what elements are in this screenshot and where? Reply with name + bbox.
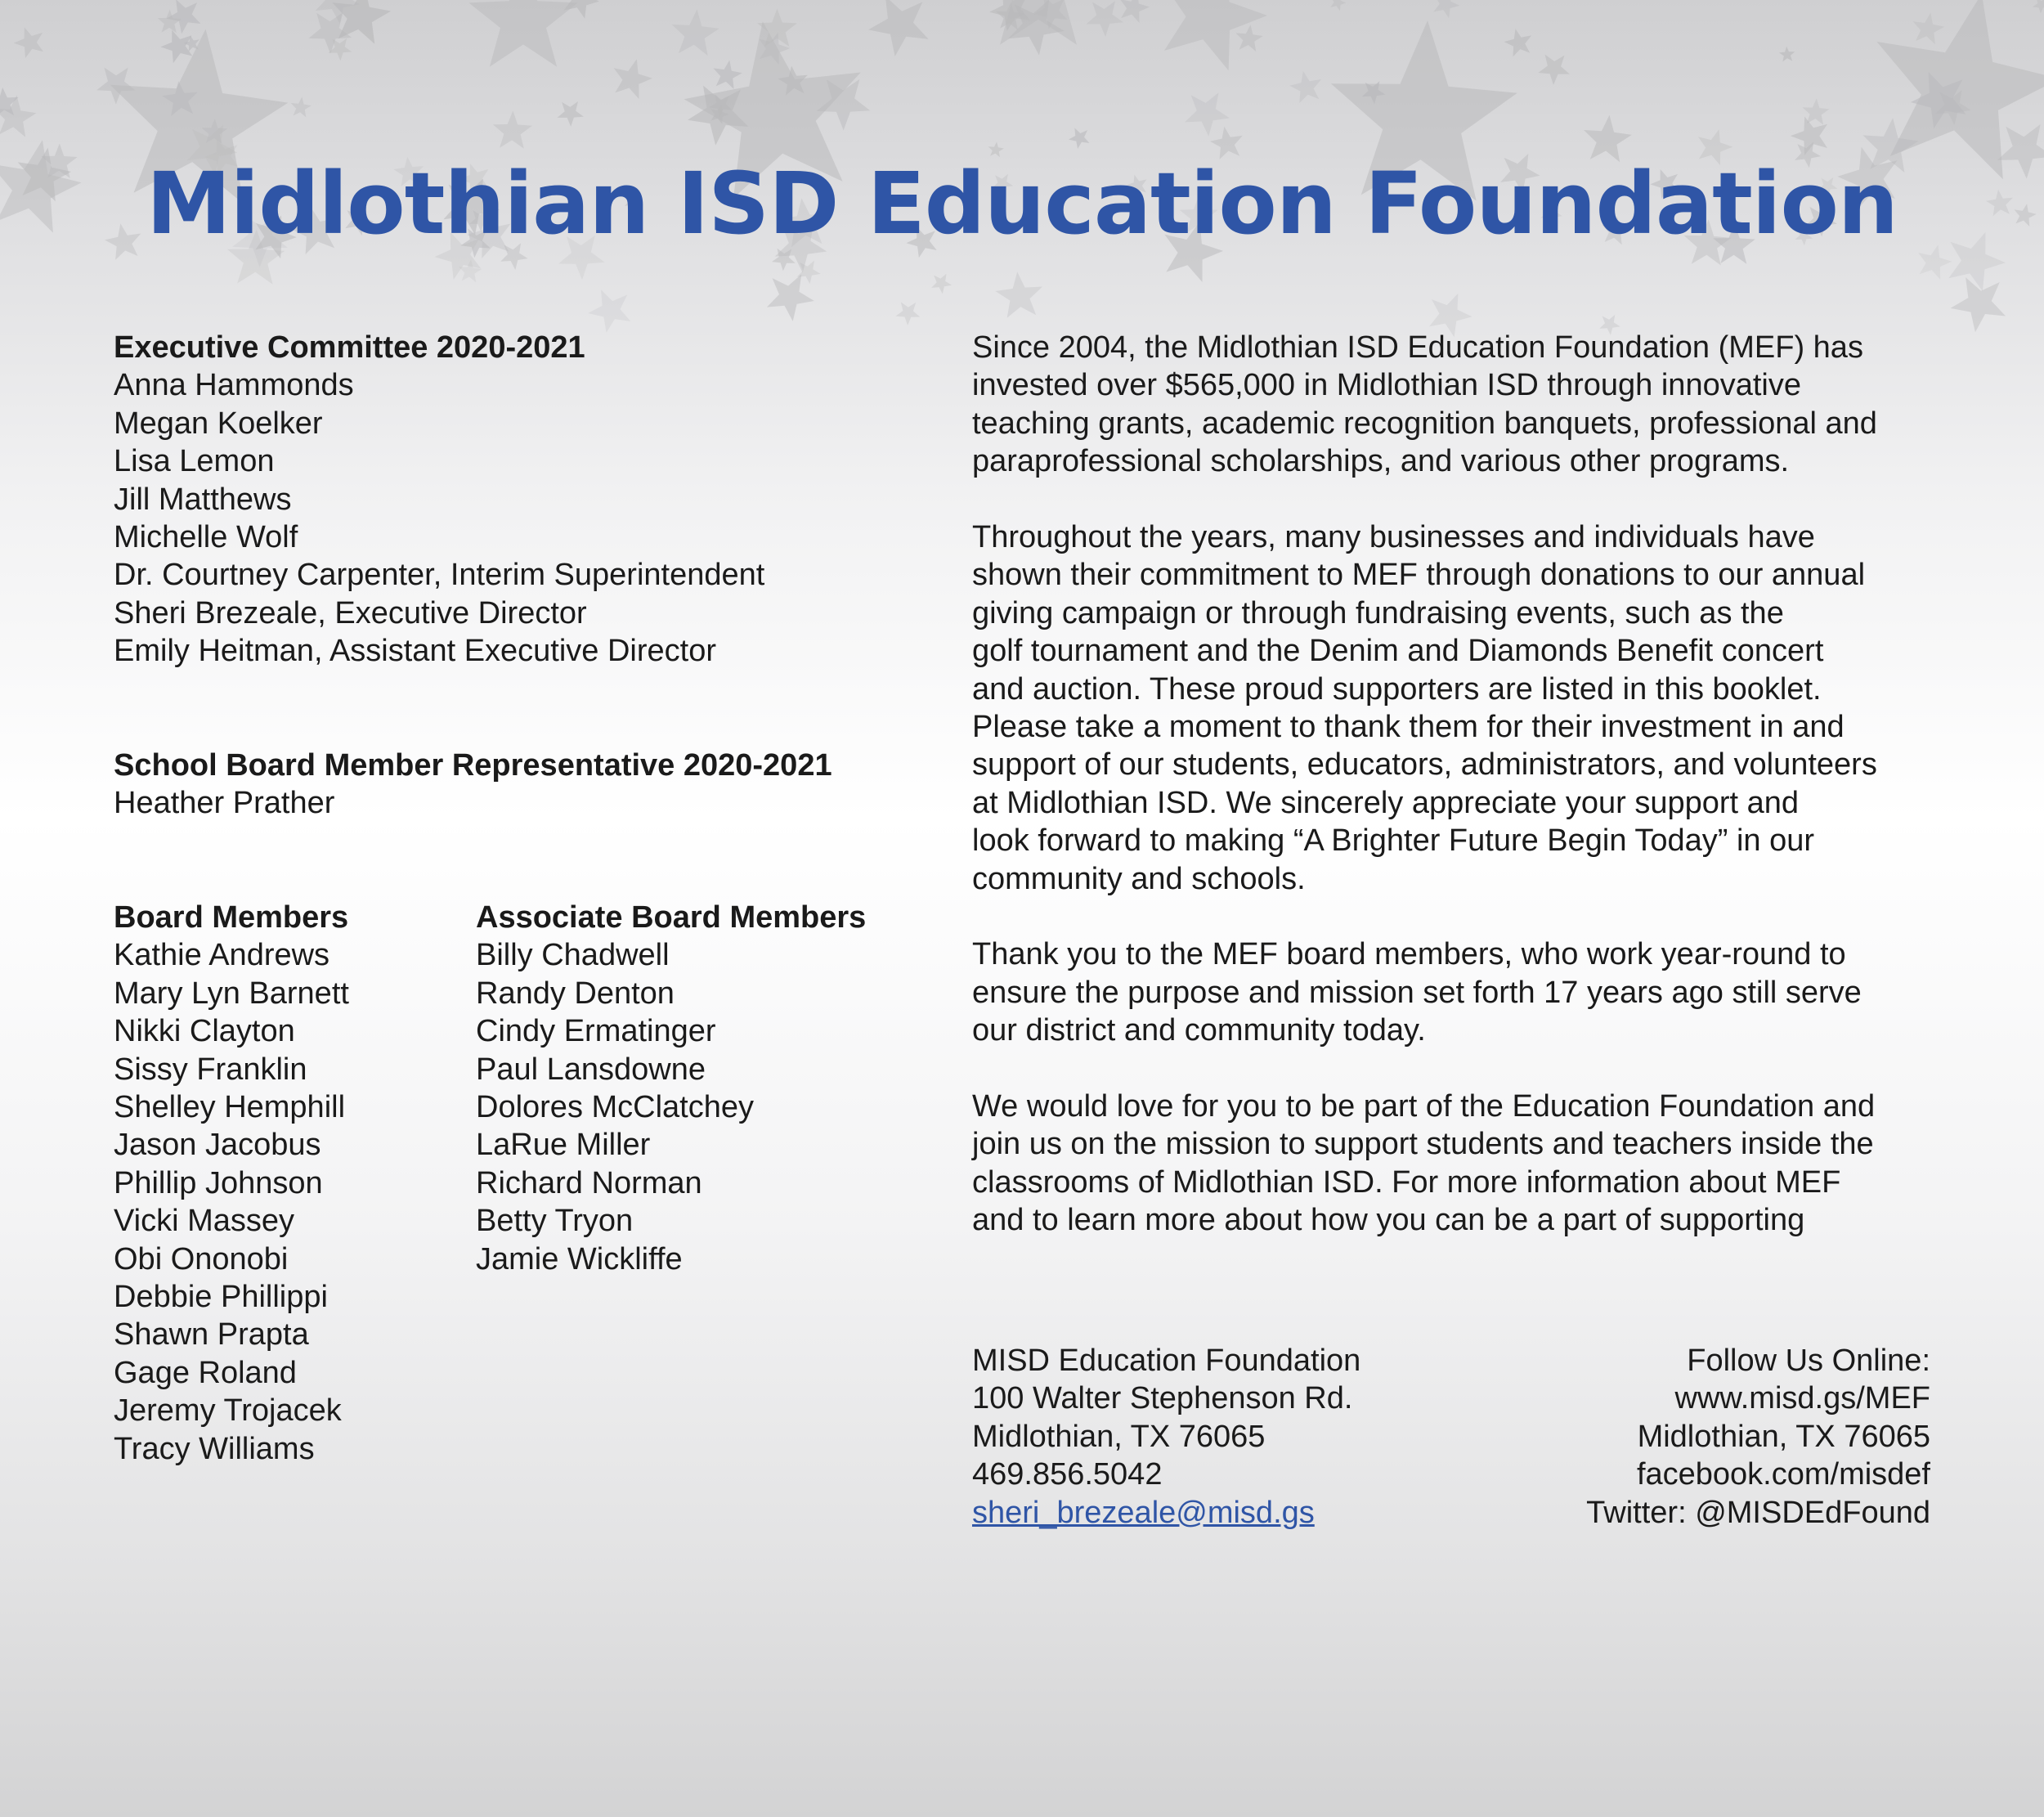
star-icon <box>1779 47 1795 62</box>
about-paragraphs <box>972 329 1877 1240</box>
contact-block <box>972 1342 1360 1532</box>
star-icon <box>1913 13 1945 45</box>
star-icon <box>931 274 952 294</box>
star-icon <box>558 101 584 127</box>
paragraph-line: We would love for you to be part of the Education Foundation and <box>972 1089 1876 1124</box>
star-icon <box>713 61 742 90</box>
paragraph-line: at Midlothian ISD. We sincerely appreciate your support and <box>972 785 1800 820</box>
paragraph-line: ensure the purpose and mission set forth 17 years ago still serve <box>972 975 1862 1010</box>
paragraph-line: paraprofessional scholarships, and various other programs. <box>972 444 1790 479</box>
email-link[interactable]: sheri_brezeale@misd.gs <box>972 1495 1315 1530</box>
list-item: 100 Walter Stephenson Rd. <box>972 1381 1353 1416</box>
star-icon <box>672 9 719 56</box>
list-item: Michelle Wolf <box>114 520 298 555</box>
associate-board-members-list <box>476 936 866 1278</box>
list-item: Megan Koelker <box>114 406 323 441</box>
star-icon <box>1120 0 1150 23</box>
list-item: Billy Chadwell <box>476 938 670 973</box>
star-icon <box>868 0 929 56</box>
paragraph-line: Please take a moment to thank them for their investment in and <box>972 710 1845 745</box>
list-item: Mary Lyn Barnett <box>114 976 349 1011</box>
paragraph-line: community and schools. <box>972 861 1306 896</box>
list-item: Cindy Ermatinger <box>476 1014 716 1049</box>
list-item: Dolores McClatchey <box>476 1090 754 1125</box>
list-item: Kathie Andrews <box>114 938 330 973</box>
list-item: Randy Denton <box>476 976 675 1011</box>
star-icon <box>291 96 312 117</box>
star-icon <box>468 0 577 67</box>
paragraph-line: invested over $565,000 in Midlothian ISD through innovative <box>972 368 1801 403</box>
school-board-rep-section <box>114 747 832 823</box>
paragraph-line: giving campaign or through fundraising events, such as the <box>972 595 1784 630</box>
list-item: Phillip Johnson <box>114 1165 323 1200</box>
list-item: Jeremy Trojacek <box>114 1393 342 1429</box>
list-item: Richard Norman <box>476 1165 702 1200</box>
list-item: Jill Matthews <box>114 482 292 517</box>
list-item: Obi Ononobi <box>114 1241 289 1276</box>
page-title: Midlothian ISD Education Foundation <box>146 154 1898 253</box>
list-item: Tracy Williams <box>114 1431 315 1466</box>
paragraph-line: golf tournament and the Denim and Diamonds Benefit concert <box>972 634 1824 669</box>
star-icon <box>1087 1 1123 37</box>
list-item: Midlothian, TX 76065 <box>972 1419 1266 1454</box>
list-item: www.misd.gs/MEF <box>1674 1381 1930 1416</box>
paragraph <box>972 329 1877 481</box>
paragraph-line: Thank you to the MEF board members, who work year-round to <box>972 937 1846 972</box>
star-icon <box>1330 0 1346 11</box>
associate-board-members-section <box>476 899 866 1278</box>
list-item: Paul Lansdowne <box>476 1052 706 1087</box>
star-icon <box>14 27 43 58</box>
list-item: Midlothian, TX 76065 <box>1637 1419 1930 1454</box>
star-icon <box>1236 25 1263 52</box>
about-text <box>972 329 1877 1277</box>
star-icon <box>896 302 921 325</box>
list-item: Sheri Brezeale, Executive Director <box>114 595 587 630</box>
contact-lines <box>972 1342 1360 1494</box>
star-icon <box>493 111 532 149</box>
paragraph-line: and to learn more about how you can be a part of supporting <box>972 1203 1805 1238</box>
list-item: Emily Heitman, Assistant Executive Director <box>114 634 717 669</box>
paragraph-line: Since 2004, the Midlothian ISD Education Foundation (MEF) has <box>972 330 1863 365</box>
star-icon <box>1504 29 1532 56</box>
paragraph-line: support of our students, educators, administrators, and volunteers <box>972 747 1877 783</box>
board-members-section <box>114 899 349 1468</box>
list-item: Nikki Clayton <box>114 1014 295 1049</box>
star-icon <box>1538 55 1570 85</box>
list-item: Vicki Massey <box>114 1204 295 1239</box>
list-item: Betty Tryon <box>476 1204 634 1239</box>
star-icon <box>160 30 192 64</box>
list-item: LaRue Miller <box>476 1128 651 1163</box>
paragraph <box>972 518 1877 898</box>
star-icon <box>614 59 652 99</box>
list-item: MISD Education Foundation <box>972 1344 1361 1378</box>
list-item: Jason Jacobus <box>114 1128 321 1163</box>
star-icon <box>1289 71 1321 103</box>
star-icon <box>1951 277 2006 332</box>
executive-committee-list <box>114 366 764 670</box>
paragraph-line: teaching grants, academic recognition banquets, professional and <box>972 406 1877 441</box>
paragraph-line: classrooms of Midlothian ISD. For more information about MEF <box>972 1164 1841 1200</box>
executive-committee-section <box>114 329 764 671</box>
list-item: Twitter: @MISDEdFound <box>1586 1495 1930 1530</box>
school-board-rep-heading: School Board Member Representative 2020-2021 <box>114 748 832 783</box>
board-members-list <box>114 936 349 1468</box>
star-icon <box>1069 128 1090 149</box>
paragraph <box>972 1088 1877 1240</box>
star-icon <box>996 271 1042 317</box>
paragraph <box>972 935 1877 1049</box>
paragraph-line: Throughout the years, many businesses and individuals have <box>972 520 1815 555</box>
star-icon <box>588 289 630 333</box>
list-item: Lisa Lemon <box>114 444 275 479</box>
star-icon <box>1185 92 1230 137</box>
star-icon <box>767 274 814 321</box>
paragraph-line: our district and community today. <box>972 1013 1426 1048</box>
list-item: Shawn Prapta <box>114 1317 309 1353</box>
list-item: Jamie Wickliffe <box>476 1241 683 1276</box>
paragraph-line: join us on the mission to support students and teachers inside the <box>972 1127 1874 1162</box>
star-icon <box>1433 0 1459 18</box>
paragraph-line: shown their commitment to MEF through donations to our annual <box>972 558 1866 593</box>
paragraph-line: look forward to making “A Brighter Future Begin Today” in our <box>972 823 1815 859</box>
list-item: Heather Prather <box>114 786 335 821</box>
list-item: Gage Roland <box>114 1355 297 1390</box>
school-board-rep-list <box>114 784 832 822</box>
paragraph-line: and auction. These proud supporters are listed in this booklet. <box>972 671 1822 707</box>
list-item: Anna Hammonds <box>114 368 354 403</box>
list-item: 469.856.5042 <box>972 1457 1163 1492</box>
follow-block <box>1586 1342 1930 1532</box>
star-icon <box>2033 0 2044 13</box>
board-members-heading: Board Members <box>114 900 349 935</box>
list-item: Debbie Phillippi <box>114 1280 328 1315</box>
list-item: Dr. Courtney Carpenter, Interim Superintendent <box>114 558 765 593</box>
list-item: Sissy Franklin <box>114 1052 307 1087</box>
executive-committee-heading: Executive Committee 2020-2021 <box>114 330 585 365</box>
list-item: Follow Us Online: <box>1687 1344 1930 1378</box>
follow-lines <box>1586 1342 1930 1532</box>
list-item: Shelley Hemphill <box>114 1090 346 1125</box>
list-item: facebook.com/misdef <box>1636 1457 1930 1492</box>
associate-board-members-heading: Associate Board Members <box>476 900 867 935</box>
